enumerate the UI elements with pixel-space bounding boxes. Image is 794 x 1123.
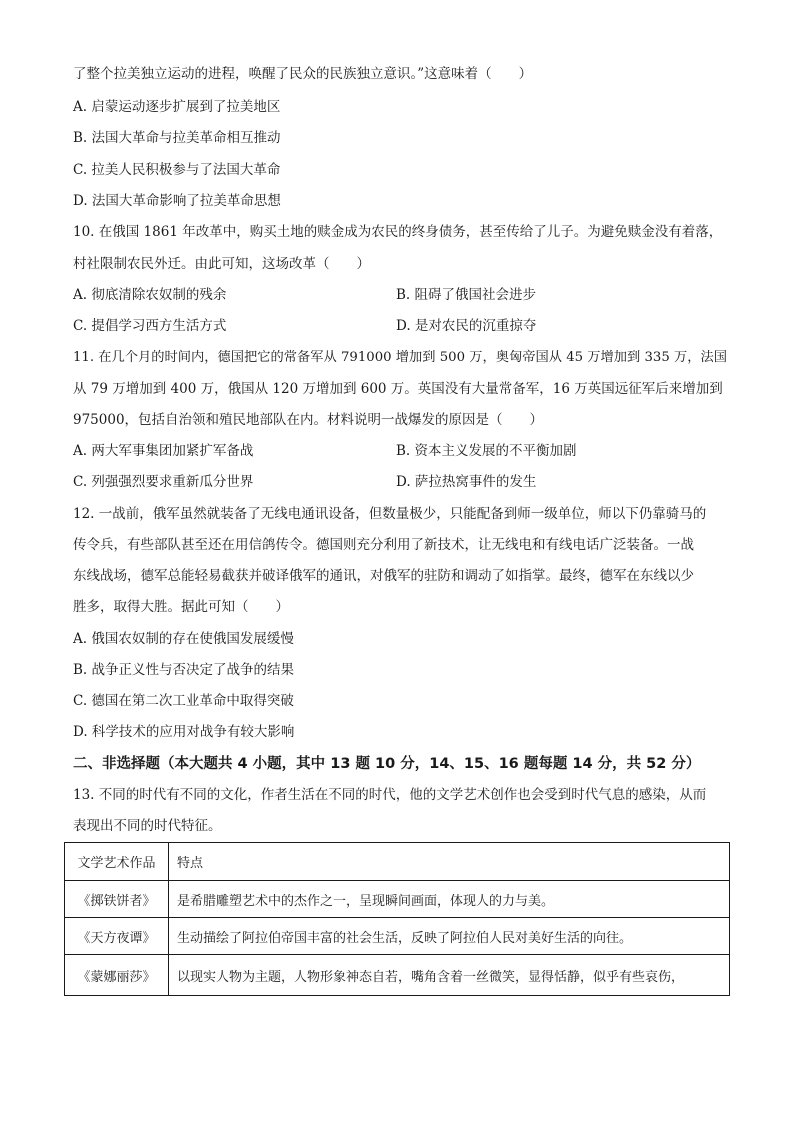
q10-stem-line-2: 村社限制农民外迁。由此可知，这场改革（ ） bbox=[73, 256, 370, 272]
table-header-work: 文学艺术作品 bbox=[65, 843, 169, 881]
table-header-row bbox=[65, 843, 730, 881]
table-header-feature: 特点 bbox=[169, 843, 730, 881]
q12-option-a: A. 俄国农奴制的存在使俄国发展缓慢 bbox=[73, 631, 294, 647]
q11-option-d: D. 萨拉热窝事件的发生 bbox=[396, 474, 537, 490]
q12-stem-line-4: 胜多，取得大胜。据此可知（ ） bbox=[73, 599, 289, 615]
q13-stem-line-1: 13. 不同的时代有不同的文化，作者生活在不同的时代，他的文学艺术创作也会受到时代气息的感染，从而 bbox=[73, 787, 707, 803]
q9-option-a: A. 启蒙运动逐步扩展到了拉美地区 bbox=[73, 99, 281, 115]
table-cell-work: 《掷铁饼者》 bbox=[65, 881, 169, 918]
q10-option-a: A. 彻底清除农奴制的残余 bbox=[73, 287, 227, 303]
q11-stem-line-2: 从 79 万增加到 400 万，俄国从 120 万增加到 600 万。英国没有大量常备军，16 万英国远征军后来增加到 bbox=[73, 381, 723, 397]
q11-option-a: A. 两大军事集团加紧扩军备战 bbox=[73, 443, 254, 459]
table-row bbox=[65, 955, 730, 996]
q10-option-c: C. 提倡学习西方生活方式 bbox=[73, 318, 227, 334]
table-row bbox=[65, 881, 730, 918]
q12-option-d: D. 科学技术的应用对战争有较大影响 bbox=[73, 724, 295, 740]
q11-option-b: B. 资本主义发展的不平衡加剧 bbox=[396, 443, 577, 459]
table-cell-work: 《天方夜谭》 bbox=[65, 918, 169, 955]
q12-stem-line-2: 传令兵，有些部队甚至还在用信鸽传令。德国则充分利用了新技术，让无线电和有线电话广泛装备。一战 bbox=[73, 537, 694, 553]
q12-stem-line-3: 东线战场，德军总能轻易截获并破译俄军的通讯，对俄军的驻防和调动了如指掌。最终，德军在东线以少 bbox=[73, 568, 694, 584]
q10-stem-line-1: 10. 在俄国 1861 年改革中，购买土地的赎金成为农民的终身债务，甚至传给了儿子。为避免赎金没有着落， bbox=[73, 224, 723, 240]
q13-stem-line-2: 表现出不同的时代特征。 bbox=[73, 818, 222, 834]
table-row bbox=[65, 918, 730, 955]
q12-option-b: B. 战争正义性与否决定了战争的结果 bbox=[73, 662, 295, 678]
table-cell-feature: 以现实人物为主题，人物形象神态自若，嘴角含着一丝微笑，显得恬静，似乎有些哀伤， bbox=[169, 955, 730, 996]
q12-option-c: C. 德国在第二次工业革命中取得突破 bbox=[73, 693, 294, 709]
table-cell-feature: 是希腊雕塑艺术中的杰作之一，呈现瞬间画面，体现人的力与美。 bbox=[169, 881, 730, 918]
q9-option-c: C. 拉美人民积极参与了法国大革命 bbox=[73, 162, 281, 178]
q12-stem-line-1: 12. 一战前，俄军虽然就装备了无线电通讯设备，但数量极少，只能配备到师一级单位，师以下仍靠骑马的 bbox=[73, 506, 707, 522]
q10-option-d: D. 是对农民的沉重掠夺 bbox=[396, 318, 537, 334]
table-cell-work: 《蒙娜丽莎》 bbox=[65, 955, 169, 996]
q11-stem-line-1: 11. 在几个月的时间内，德国把它的常备军从 791000 增加到 500 万，奥匈帝国从 45 万增加到 335 万，法国 bbox=[73, 350, 728, 365]
section-2-heading: 二、非选择题（本大题共 4 小题，其中 13 题 10 分，14、15、16 题每题 14 分，共 52 分） bbox=[73, 756, 701, 772]
q9-option-d: D. 法国大革命影响了拉美革命思想 bbox=[73, 193, 281, 209]
q10-option-b: B. 阻碍了俄国社会进步 bbox=[396, 287, 537, 303]
table-cell-feature: 生动描绘了阿拉伯帝国丰富的社会生活，反映了阿拉伯人民对美好生活的向往。 bbox=[169, 918, 730, 955]
q11-option-c: C. 列强强烈要求重新瓜分世界 bbox=[73, 474, 254, 490]
q9-stem: 了整个拉美独立运动的进程，唤醒了民众的民族独立意识。”这意味着（ ） bbox=[73, 66, 533, 82]
q11-stem-line-3: 975000，包括自治领和殖民地部队在内。材料说明一战爆发的原因是（ ） bbox=[73, 412, 544, 428]
works-table bbox=[64, 842, 730, 996]
q9-option-b: B. 法国大革命与拉美革命相互推动 bbox=[73, 130, 281, 146]
